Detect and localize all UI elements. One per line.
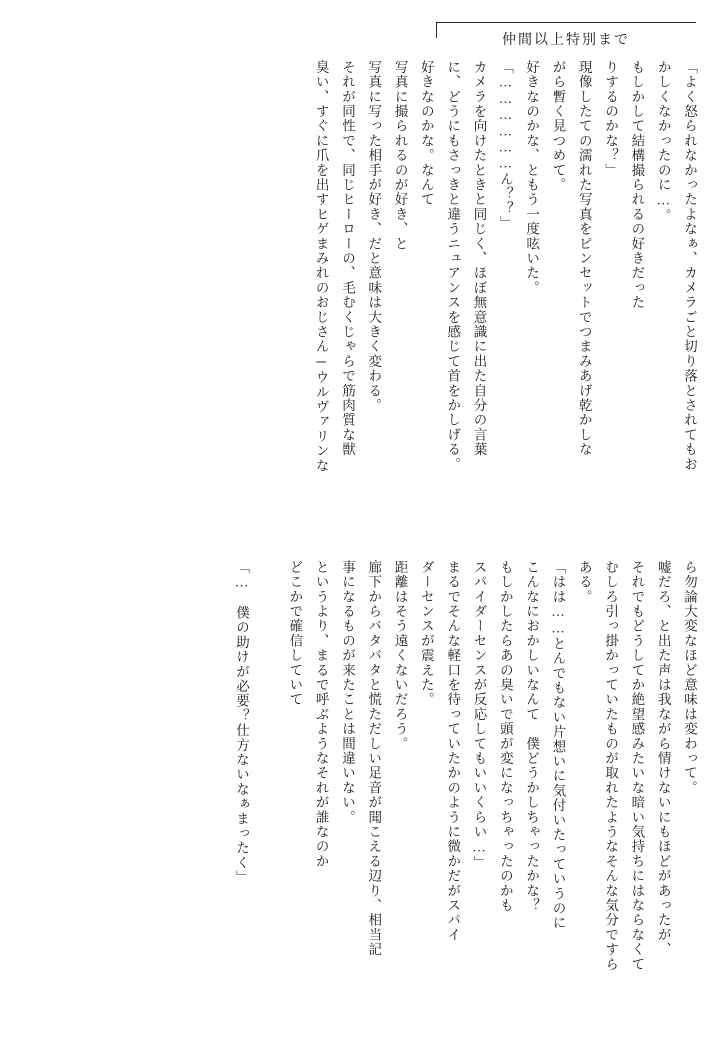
text-column: まるでそんな軽口を待っていたかのように微かだがスパイ: [445, 560, 461, 943]
text-column: がら暫く見つめて。: [550, 60, 566, 193]
text-column: 廊下からバタバタと慌ただしい足音が聞こえる辺り、相当記: [366, 560, 382, 957]
text-column: むしろ引っ掛かっていたものが取れたようなそんな気分ですら: [603, 560, 619, 972]
text-column: 「… 僕の助けが必要？仕方ないなぁまったく」: [234, 560, 249, 885]
header-rule-tick: [436, 22, 437, 38]
text-column: 臭い、すぐに爪を出すヒゲまみれのおじさん─ウルヴァリンな: [313, 60, 329, 474]
text-column: 好きなのかな。なんて: [418, 60, 434, 207]
body-text-bottom-left: [228, 560, 254, 980]
text-column: というより、まるで呼ぶようなそれが誰なのか: [313, 560, 329, 869]
text-column: もしかしたらあの臭いで頭が変になっちゃったのかも: [497, 560, 513, 913]
body-text-top-right: [307, 60, 702, 570]
text-column: それでもどうしてか絶望感みたいな暗い気持ちにはならなくて: [629, 560, 645, 972]
text-column: かしくなかったのに…。: [655, 60, 671, 224]
text-column: に、どうにもさっきと違うニュアンスを感じて首をかしげる。: [445, 60, 461, 472]
text-column: りするのかな？」: [603, 60, 619, 178]
text-column: 現像したての濡れた写真をピンセットでつまみあげ乾かしな: [576, 60, 592, 457]
text-column: 写真に撮られるのが好き、と: [392, 60, 408, 252]
text-column: 事になるものが来たことは間違いない。: [339, 560, 355, 825]
text-column: 写真に写った相手が好き、だと意味は大きく変わる。: [366, 60, 382, 413]
page-header: [436, 22, 696, 50]
text-column: 嘘だろ、と出た声は我ながら情けないにもほどがあったが、: [655, 560, 671, 957]
text-column: こんなにおかしいなんて 僕どうかしちゃったかな？: [524, 560, 540, 913]
text-column: 好きなのかな、ともう一度呟いた。: [524, 60, 540, 296]
text-column: 「よく怒られなかったよなぁ、カメラごと切り落とされてもお: [682, 60, 697, 472]
text-column: 距離はそう遠くないだろう。: [392, 560, 408, 752]
text-column: どこかで確信していて: [287, 560, 303, 707]
text-column: それが同性で、同じヒーローの、毛むくじゃらで筋肉質な獣: [339, 60, 355, 457]
text-column: ら勿論大変なほど意味は変わって。: [682, 560, 697, 796]
running-title: 仲間以上特別まで: [502, 33, 630, 48]
text-column: ある。: [576, 560, 592, 605]
body-text-bottom-right: [281, 560, 702, 980]
text-column: 「はは……とんでもない片想いに気付いたっていうのに: [550, 560, 566, 931]
header-rule: [436, 22, 696, 23]
text-column: ダーセンスが震えた。: [418, 560, 434, 707]
text-column: もしかして結構撮られるの好きだった: [629, 60, 645, 310]
text-column: 「………………ん？？」: [497, 60, 513, 231]
text-column: スパイダーセンスが反応してもいいくらい…」: [471, 560, 487, 871]
text-column: カメラを向けたときと同じく、ほぼ無意識に出た自分の言葉: [471, 60, 487, 457]
